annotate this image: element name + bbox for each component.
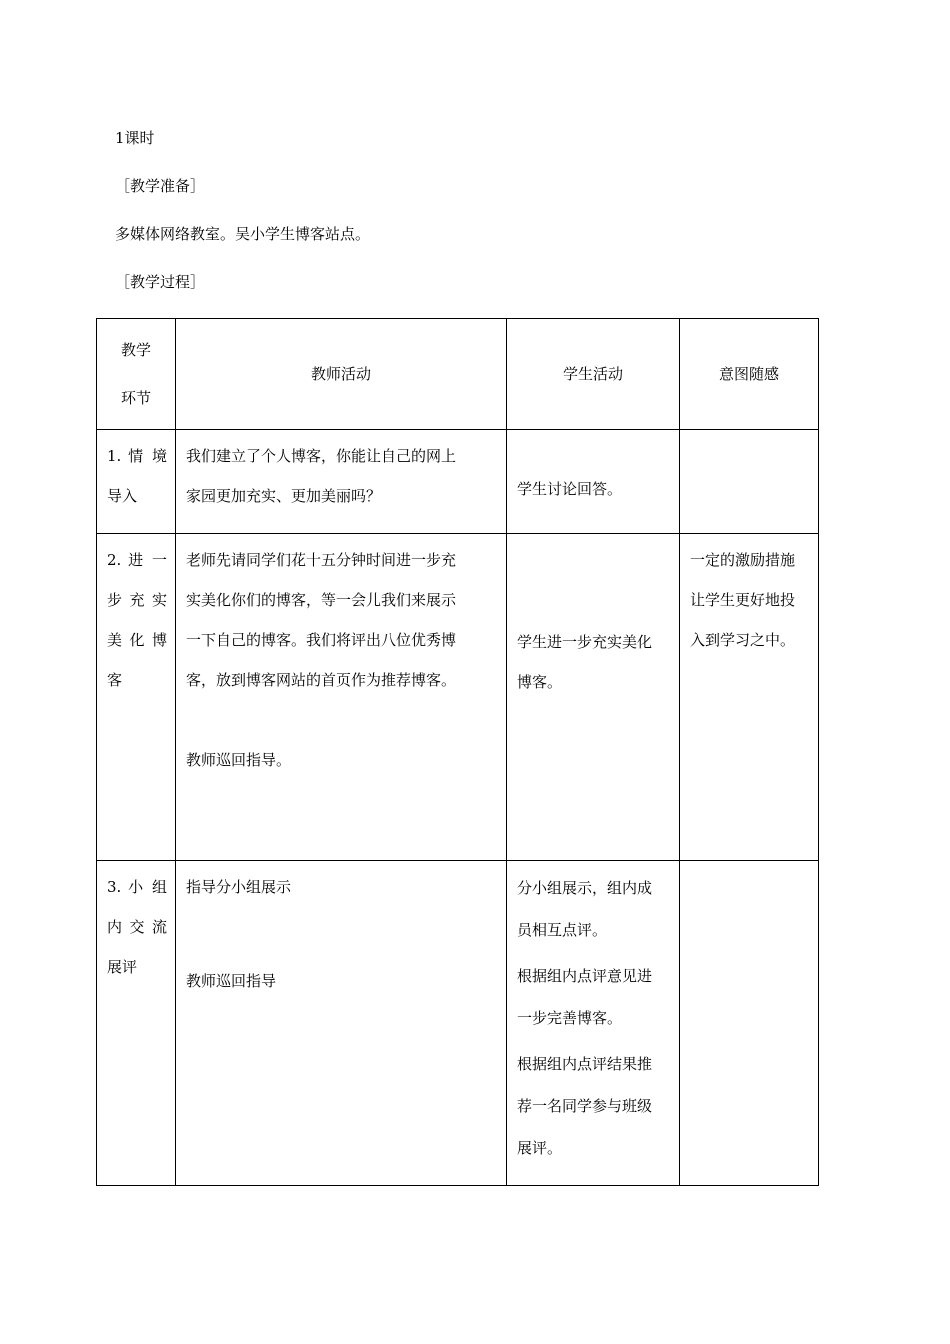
row1-student [507,430,680,534]
header-stage-line1: 教学 [120,341,151,359]
row3-student-line4: 一步完善博客。 [517,1009,623,1027]
row3-student-line3: 根据组内点评意见进 [517,967,653,985]
header-student [507,319,680,430]
prep-text: 多媒体网络教室。吴小学生博客站点。 [115,225,371,243]
row3-intent [680,861,819,1186]
table-row [97,534,819,861]
row3-student-line6: 荐一名同学参与班级 [517,1097,653,1115]
row3-teacher-line1: 指导分小组展示 [186,878,292,896]
process-heading: ［教学过程］ [115,273,206,291]
header-intent [680,319,819,430]
header-teacher [176,319,507,430]
row2-intent-line3: 入到学习之中。 [690,631,796,649]
row3-student-line7: 展评。 [517,1139,563,1157]
lesson-hours: 1课时 [115,129,155,147]
row2-stage-line1: 2. 进 一 [107,551,167,569]
row2-stage [97,534,176,861]
row1-teacher [176,430,507,534]
table-row [97,861,819,1186]
header-stage-line2: 环节 [120,389,151,407]
row2-stage-line3: 美 化 博 [107,631,167,649]
header-teacher-label: 教师活动 [310,365,371,383]
row3-student-line5: 根据组内点评结果推 [517,1055,653,1073]
row3-teacher-note: 教师巡回指导 [186,972,277,990]
header-student-label: 学生活动 [562,365,623,383]
row1-stage-line1: 1. 情 境 [107,447,167,465]
row1-teacher-line1: 我们建立了个人博客，你能让自己的网上 [186,447,457,465]
row1-student-line1: 学生讨论回答。 [517,479,623,498]
row2-intent [680,534,819,861]
row3-student-line2: 员相互点评。 [517,921,608,939]
row1-stage-line2: 导入 [107,487,138,505]
row3-teacher [176,861,507,1186]
row3-stage-line2: 内 交 流 [107,918,167,936]
row2-teacher-note: 教师巡回指导。 [186,751,292,769]
row2-teacher [176,534,507,861]
row2-student-line1: 学生进一步充实美化 [517,633,653,651]
lesson-process-table [96,318,819,1186]
row3-stage-line1: 3. 小 组 [107,878,167,896]
row2-student [507,534,680,861]
header-stage [97,319,176,430]
row2-teacher-line1: 老师先请同学们花十五分钟时间进一步充 [186,551,457,569]
row2-teacher-line4: 客，放到博客网站的首页作为推荐博客。 [186,671,457,689]
row2-intent-line2: 让学生更好地投 [690,591,796,609]
row3-stage-line3: 展评 [107,958,138,976]
row1-intent [680,430,819,534]
row2-intent-line1: 一定的激励措施 [690,551,796,569]
row3-student-line1: 分小组展示，组内成 [517,879,653,897]
row1-stage [97,430,176,534]
row2-teacher-line2: 实美化你们的博客，等一会儿我们来展示 [186,591,457,609]
table-row [97,430,819,534]
row2-stage-line2: 步 充 实 [107,591,167,609]
row2-student-line2: 博客。 [517,673,563,691]
header-intent-label: 意图随感 [718,365,779,383]
row1-teacher-line2: 家园更加充实、更加美丽吗？ [186,487,382,505]
row3-stage [97,861,176,1186]
row2-stage-line4: 客 [107,671,123,689]
row3-student [507,861,680,1186]
table-header-row [97,319,819,430]
prep-heading: ［教学准备］ [115,177,206,195]
row2-teacher-line3: 一下自己的博客。我们将评出八位优秀博 [186,631,457,649]
